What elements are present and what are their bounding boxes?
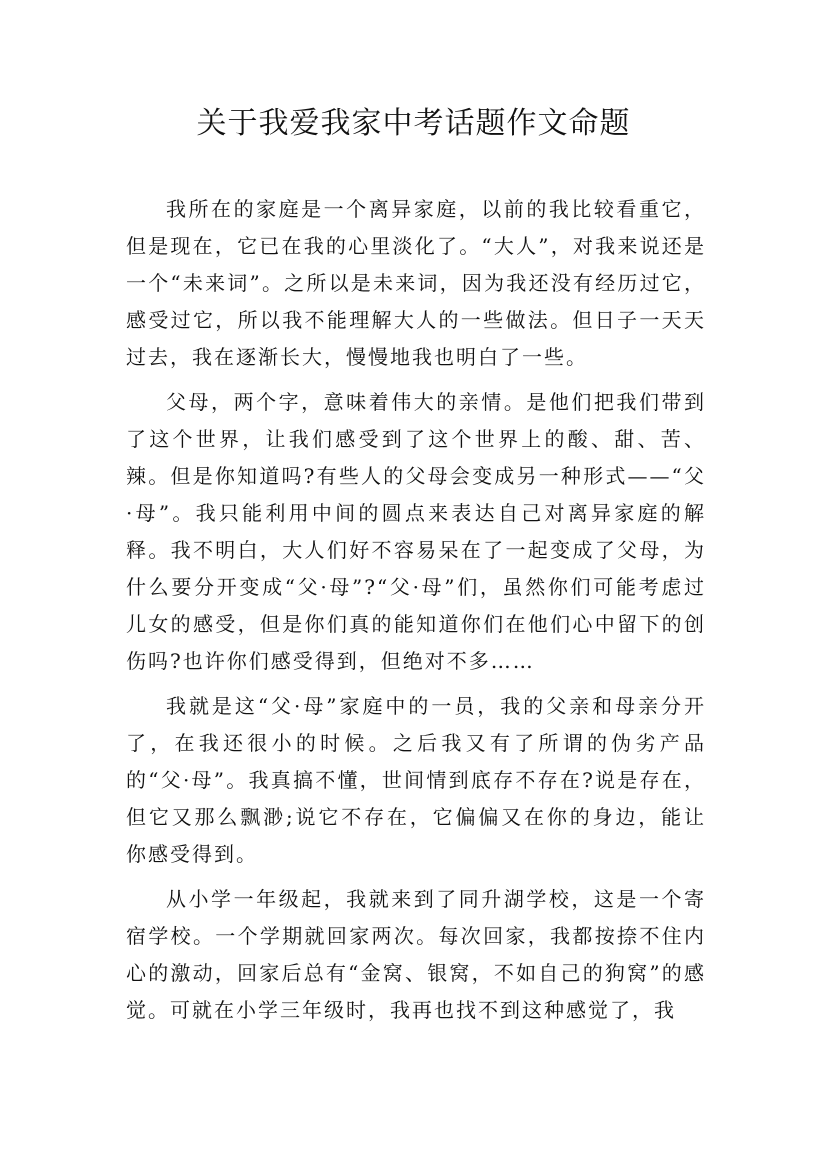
paragraph-3: 我就是这“父·母”家庭中的一员，我的父亲和母亲分开了，在我还很小的时候。之后我又有了所谓的伪劣产品的“父·母”。我真搞不懂，世间情到底存不存在?说是存在，但它又那么飘渺;说它不存在，它偏偏又在你的身边，能让你感受得到。: [126, 694, 706, 866]
document-title: 关于我爱我家中考话题作文命题: [196, 106, 631, 141]
document-body: [126, 191, 706, 1037]
paragraph-1: 我所在的家庭是一个离异家庭，以前的我比较看重它，但是现在，它已在我的心里淡化了。“大人”，对我来说还是一个“未来词”。之所以是未来词，因为我还没有经历过它，感受过它，所以我不能理解大人的一些做法。但日子一天天过去，我在逐渐长大，慢慢地我也明白了一些。: [126, 197, 706, 369]
paragraph-2: 父母，两个字，意味着伟大的亲情。是他们把我们带到了这个世界，让我们感受到了这个世界上的酸、甜、苦、辣。但是你知道吗?有些人的父母会变成另一种形式——“父·母”。我只能利用中间的圆点来表达自己对离异家庭的解释。我不明白，大人们好不容易呆在了一起变成了父母，为什么要分开变成“父·母”?“父·母”们，虽然你们可能考虑过儿女的感受，但是你们真的能知道你们在他们心中留下的创伤吗?也许你们感受得到，但绝对不多……: [126, 390, 706, 673]
paragraph-4: 从小学一年级起，我就来到了同升湖学校，这是一个寄宿学校。一个学期就回家两次。每次回家，我都按捺不住内心的激动，回家后总有“金窝、银窝，不如自己的狗窝”的感觉。可就在小学三年级时，我再也找不到这种感觉了，我: [126, 887, 706, 1022]
